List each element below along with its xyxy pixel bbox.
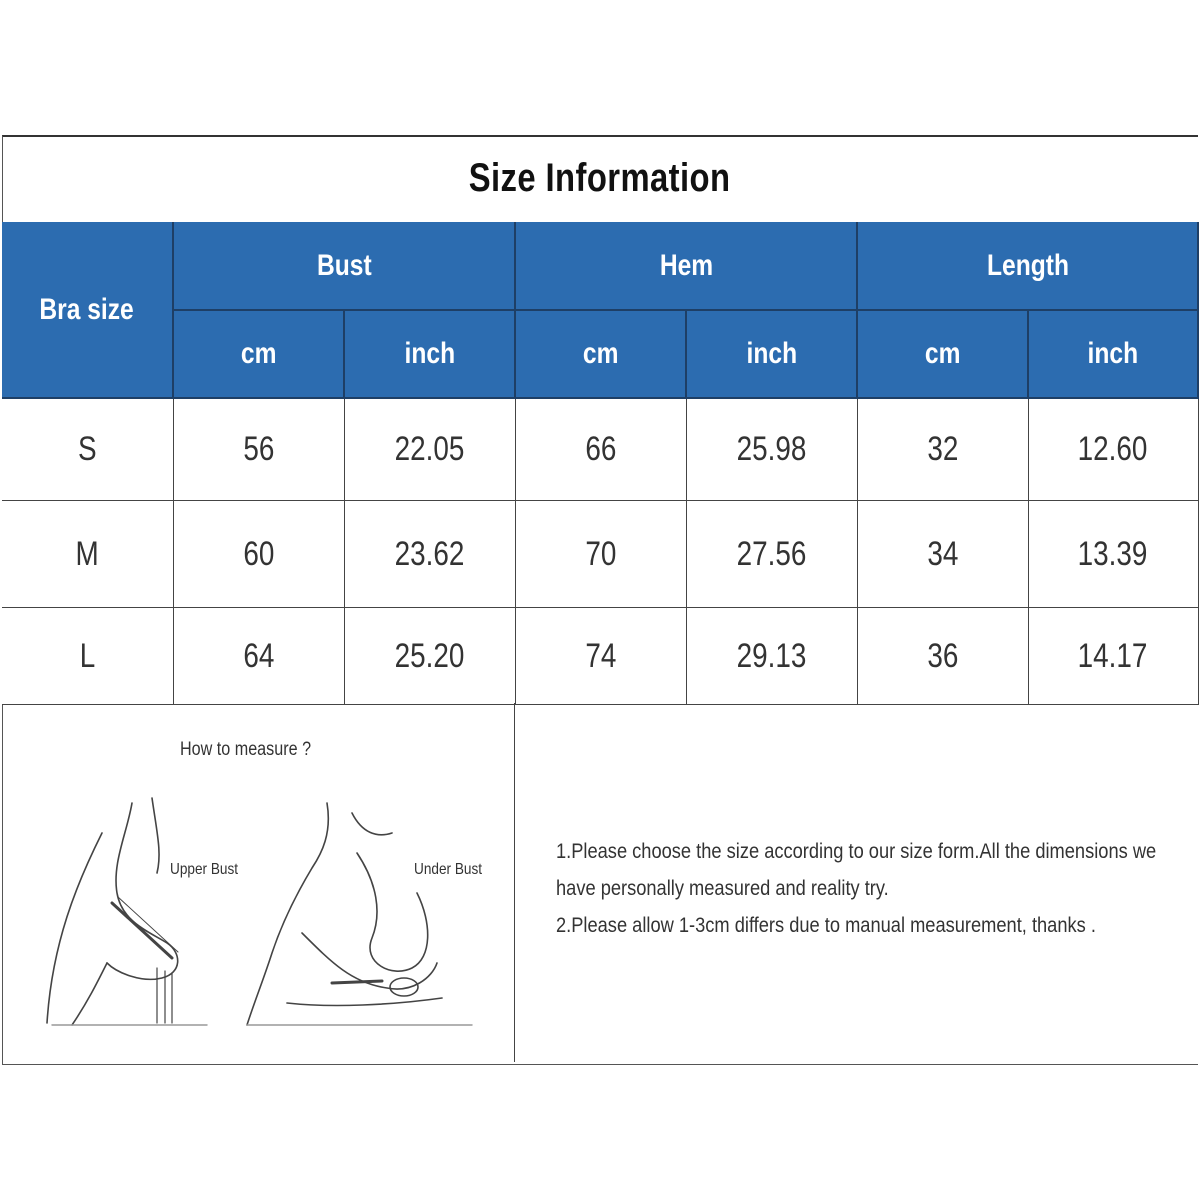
notes xyxy=(556,833,1196,944)
size-cell: L xyxy=(2,608,173,705)
size-cell: S xyxy=(2,398,173,501)
header-bust: Bust xyxy=(173,222,515,310)
note-line: 1.Please choose the size according to our size form.All the dimensions we xyxy=(556,840,1157,863)
measure-section xyxy=(2,703,1198,1062)
unit-header: cm xyxy=(173,310,344,398)
value-cell: 32 xyxy=(857,398,1028,501)
table-row xyxy=(2,608,1198,705)
value-cell: 36 xyxy=(857,608,1028,705)
value-cell: 25.98 xyxy=(686,398,857,501)
unit-header: inch xyxy=(686,310,857,398)
header-row-units xyxy=(2,310,1198,398)
unit-header: cm xyxy=(857,310,1028,398)
value-cell: 12.60 xyxy=(1028,398,1198,501)
header-row-top xyxy=(2,222,1198,310)
value-cell: 14.17 xyxy=(1028,608,1198,705)
value-cell: 56 xyxy=(173,398,344,501)
size-chart xyxy=(2,135,1198,1065)
unit-header: inch xyxy=(1028,310,1198,398)
header-bra-size: Bra size xyxy=(2,222,173,398)
measure-illustration xyxy=(32,793,492,1033)
value-cell: 64 xyxy=(173,608,344,705)
value-cell: 74 xyxy=(515,608,686,705)
unit-header: cm xyxy=(515,310,686,398)
measure-panel xyxy=(2,703,515,1062)
how-to-measure-heading: How to measure ? xyxy=(180,739,312,760)
size-table xyxy=(2,222,1199,705)
value-cell: 22.05 xyxy=(344,398,515,501)
value-cell: 70 xyxy=(515,501,686,608)
value-cell: 66 xyxy=(515,398,686,501)
title-row xyxy=(2,135,1198,222)
table-row xyxy=(2,501,1198,608)
upper-bust-label: Upper Bust xyxy=(170,861,239,878)
unit-header: inch xyxy=(344,310,515,398)
header-length: Length xyxy=(857,222,1198,310)
page-title: Size Information xyxy=(469,156,731,200)
value-cell: 34 xyxy=(857,501,1028,608)
value-cell: 23.62 xyxy=(344,501,515,608)
header-hem: Hem xyxy=(515,222,857,310)
note-line: have personally measured and reality try. xyxy=(556,877,889,900)
size-cell: M xyxy=(2,501,173,608)
value-cell: 27.56 xyxy=(686,501,857,608)
note-line: 2.Please allow 1-3cm differs due to manual measurement, thanks . xyxy=(556,914,1096,937)
value-cell: 25.20 xyxy=(344,608,515,705)
value-cell: 29.13 xyxy=(686,608,857,705)
under-bust-label: Under Bust xyxy=(414,861,483,878)
value-cell: 13.39 xyxy=(1028,501,1198,608)
table-row xyxy=(2,398,1198,501)
value-cell: 60 xyxy=(173,501,344,608)
notes-panel xyxy=(516,703,1198,1062)
